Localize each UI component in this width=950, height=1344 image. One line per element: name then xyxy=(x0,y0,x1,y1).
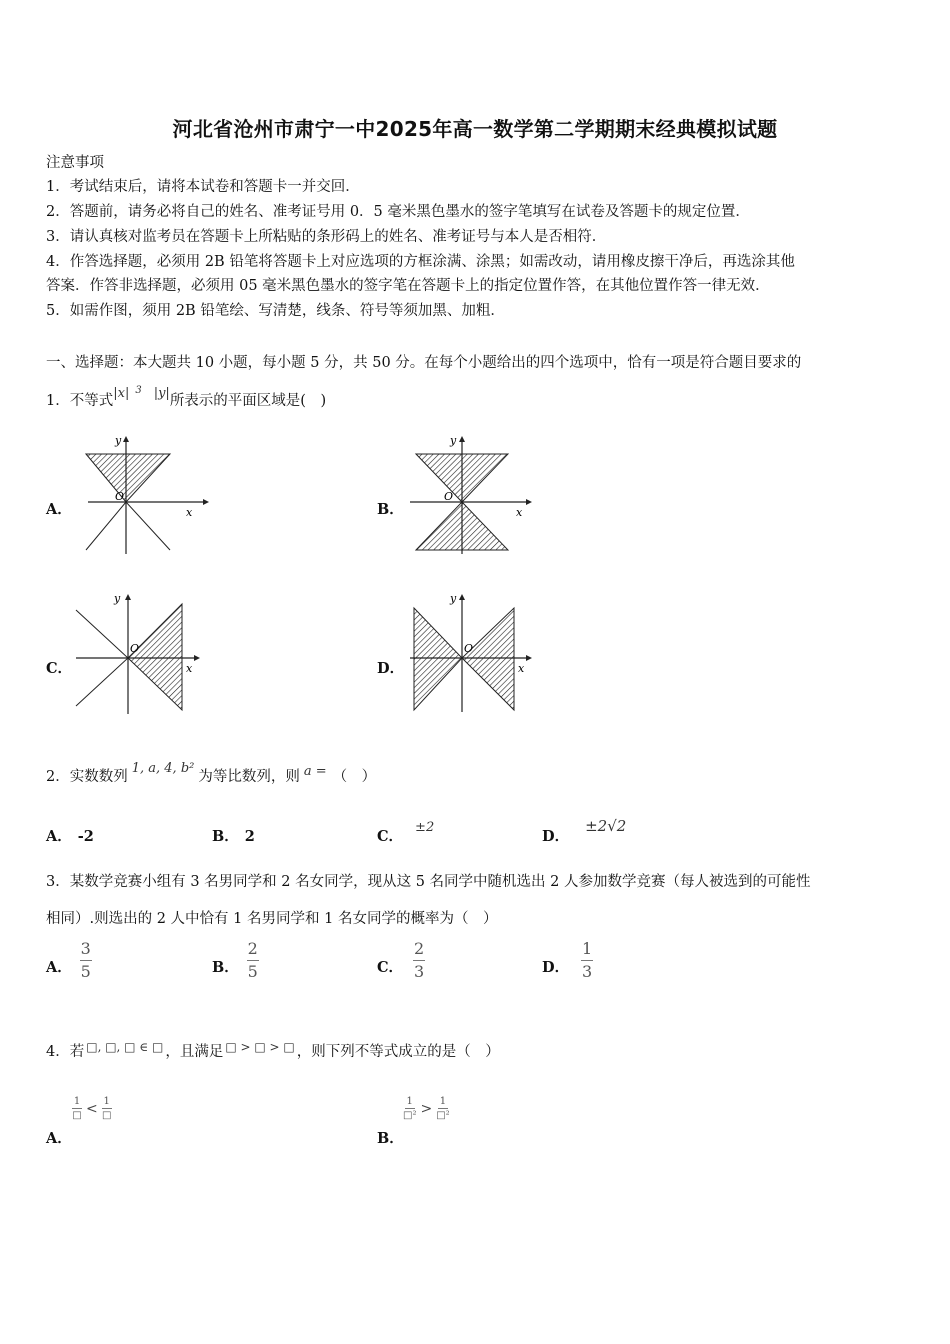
numerator: 1 xyxy=(439,1096,447,1107)
numerator: 2 xyxy=(247,939,258,958)
axis-label-y: y xyxy=(450,592,457,605)
numerator: 1 xyxy=(73,1096,81,1107)
option-label: C． xyxy=(377,828,404,845)
option-a[interactable] xyxy=(46,940,92,981)
option-value: -2 xyxy=(77,828,94,845)
option-c[interactable] xyxy=(377,940,425,981)
axis-label-y: y xyxy=(115,434,122,447)
formula: a = xyxy=(303,764,327,779)
fraction xyxy=(581,940,593,981)
axis-label-x: x xyxy=(186,662,193,675)
fraction xyxy=(80,940,92,981)
option-label: D． xyxy=(542,959,570,976)
question-3-line: 相同）.则选出的 2 人中恰有 1 名男同学和 1 名女同学的概率为（ ） xyxy=(46,911,498,927)
option-label[interactable]: A． xyxy=(46,501,72,518)
notice-item: 3．请认真核对监考员在答题卡上所粘贴的条形码上的姓名、准考证号与本人是否相符． xyxy=(46,229,607,245)
origin-label: O xyxy=(115,490,125,503)
option-value: ±2√2 xyxy=(585,817,627,835)
graph-option-c[interactable] xyxy=(72,590,212,716)
option-label[interactable]: B． xyxy=(377,501,404,518)
denominator: 5 xyxy=(247,962,258,981)
option-label[interactable]: C． xyxy=(46,660,73,677)
option-label: A． xyxy=(46,959,72,976)
option-b-formula[interactable] xyxy=(403,1096,450,1121)
formula: □, □, □ ∈ □ xyxy=(86,1040,164,1054)
numerator: 1 xyxy=(406,1096,413,1107)
option-label[interactable]: D． xyxy=(377,660,405,677)
notice-item: 4．作答选择题，必须用 2B 铅笔将答题卡上对应选项的方框涂满、涂黑；如需改动，请用橡皮擦干净后，再选涂其他 xyxy=(46,254,795,270)
formula: 3 xyxy=(135,385,142,396)
operator: > xyxy=(420,1100,433,1117)
option-label: B． xyxy=(212,959,239,976)
question-number: 4． xyxy=(46,1044,70,1060)
option-label: B． xyxy=(212,828,239,845)
notice-heading: 注意事项 xyxy=(46,155,104,171)
axis-label-y: y xyxy=(450,434,457,447)
axis-label-y: y xyxy=(114,592,121,605)
option-a-formula[interactable] xyxy=(72,1096,112,1121)
question-2 xyxy=(46,761,377,786)
section-heading: 一、选择题：本大题共 10 小题，每小题 5 分，共 50 分。在每个小题给出的四个选项中，恰有一项是符合题目要求的 xyxy=(46,355,802,371)
option-d[interactable] xyxy=(542,817,627,846)
question-text: 不等式 xyxy=(69,393,114,409)
denominator: □² xyxy=(436,1110,450,1121)
option-label: C． xyxy=(377,959,404,976)
origin-label: O xyxy=(130,642,140,655)
formula: 1, a, 4, b² xyxy=(131,761,195,776)
option-a[interactable] xyxy=(46,825,94,846)
numerator: 1 xyxy=(581,939,593,958)
denominator: 3 xyxy=(413,962,425,981)
question-text: 实数数列 xyxy=(69,769,128,785)
question-1 xyxy=(46,385,327,410)
origin-label: O xyxy=(464,642,474,655)
axis-label-x: x xyxy=(186,506,193,519)
option-label[interactable]: B． xyxy=(377,1130,404,1147)
numerator: 2 xyxy=(413,939,425,958)
question-text: 所表示的平面区域是( ) xyxy=(169,393,327,409)
question-number: 2． xyxy=(46,769,70,785)
graph-option-a[interactable] xyxy=(78,432,218,556)
question-text: ，则下列不等式成立的是（ ） xyxy=(296,1044,500,1060)
question-text: 为等比数列，则 xyxy=(198,769,300,785)
fraction xyxy=(436,1096,449,1121)
formula: |x| xyxy=(113,386,130,401)
option-label: A． xyxy=(46,828,72,845)
denominator: 3 xyxy=(581,962,593,981)
question-text: 若 xyxy=(69,1044,85,1060)
question-number: 1． xyxy=(46,393,70,409)
notice-item: 1．考试结束后，请将本试卷和答题卡一并交回． xyxy=(46,179,360,195)
formula: |y| xyxy=(153,386,170,401)
notice-item: 5．如需作图，须用 2B 铅笔绘、写清楚，线条、符号等须加黑、加粗． xyxy=(46,303,505,319)
denominator: □² xyxy=(403,1110,417,1121)
graph-option-b[interactable] xyxy=(404,432,544,556)
option-b[interactable] xyxy=(212,940,259,981)
denominator: 5 xyxy=(80,962,91,981)
notice-item: 2．答题前，请务必将自己的姓名、准考证号用 0．5 毫米黑色墨水的签字笔填写在试卷及答题卡的规定位置． xyxy=(46,204,750,220)
option-label[interactable]: A． xyxy=(46,1130,72,1147)
question-text: ，且满足 xyxy=(165,1044,224,1060)
formula: □ > □ > □ xyxy=(225,1040,295,1054)
denominator: □ xyxy=(102,1110,112,1121)
option-label: D． xyxy=(542,828,570,845)
origin-label: O xyxy=(444,490,454,503)
numerator: 1 xyxy=(103,1096,110,1107)
question-4 xyxy=(46,1040,500,1061)
option-d[interactable] xyxy=(542,940,593,981)
graph-option-d[interactable] xyxy=(404,590,544,716)
notice-item: 答案．作答非选择题，必须用 05 毫米黑色墨水的签字笔在答题卡上的指定位置作答，在其他位置作答一律无效． xyxy=(46,278,770,294)
option-value: ±2 xyxy=(415,820,435,835)
fraction xyxy=(413,940,425,981)
denominator: □ xyxy=(72,1110,82,1121)
question-text: （ ） xyxy=(332,769,377,785)
option-c[interactable] xyxy=(377,820,435,846)
question-3-line: 3．某数学竞赛小组有 3 名男同学和 2 名女同学，现从这 5 名同学中随机选出 2 人参加数学竞赛（每人被选到的可能性 xyxy=(46,874,811,890)
numerator: 3 xyxy=(80,939,91,958)
operator: < xyxy=(86,1100,98,1117)
fraction xyxy=(102,1096,112,1121)
option-b[interactable] xyxy=(212,825,255,846)
page-title: 河北省沧州市肃宁一中2025年高一数学第二学期期末经典模拟试题 xyxy=(172,117,778,141)
shaded-region xyxy=(86,454,170,502)
fraction xyxy=(72,1096,82,1121)
axis-label-x: x xyxy=(518,662,525,675)
fraction xyxy=(403,1096,416,1121)
fraction xyxy=(247,940,259,981)
option-value: 2 xyxy=(244,828,255,845)
axis-label-x: x xyxy=(516,506,523,519)
